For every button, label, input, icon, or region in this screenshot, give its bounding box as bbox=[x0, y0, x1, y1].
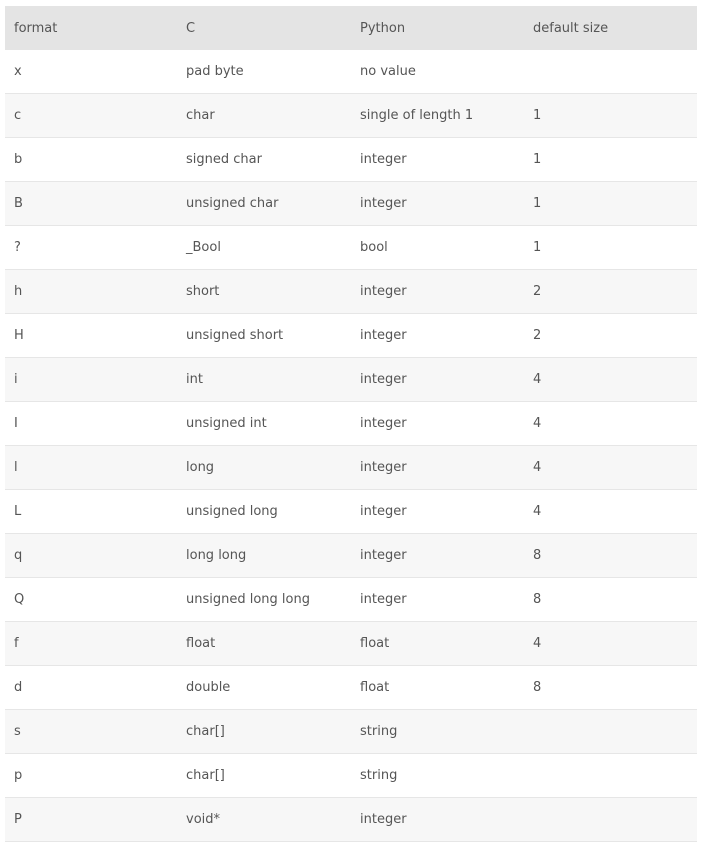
cell-c-type: unsigned short bbox=[186, 328, 284, 343]
table-row bbox=[5, 666, 697, 710]
cell-format: B bbox=[14, 196, 23, 211]
cell-c-type: float bbox=[186, 636, 216, 651]
table-row bbox=[5, 710, 697, 754]
cell-default-size: 8 bbox=[533, 680, 542, 695]
table-row bbox=[5, 358, 697, 402]
cell-default-size: 4 bbox=[533, 416, 542, 431]
cell-c-type: void* bbox=[186, 812, 221, 827]
cell-python-type: integer bbox=[360, 416, 407, 431]
cell-format: L bbox=[14, 504, 22, 519]
cell-python-type: integer bbox=[360, 812, 407, 827]
table-body bbox=[5, 50, 697, 842]
cell-default-size: 4 bbox=[533, 372, 542, 387]
cell-format: b bbox=[14, 152, 23, 167]
cell-c-type: double bbox=[186, 680, 231, 695]
cell-c-type: long bbox=[186, 460, 215, 475]
cell-format: p bbox=[14, 768, 23, 783]
cell-python-type: integer bbox=[360, 548, 407, 563]
cell-python-type: integer bbox=[360, 328, 407, 343]
cell-python-type: integer bbox=[360, 592, 407, 607]
table-row bbox=[5, 578, 697, 622]
cell-c-type: signed char bbox=[186, 152, 262, 167]
cell-default-size: 1 bbox=[533, 240, 542, 255]
cell-c-type: unsigned long bbox=[186, 504, 278, 519]
header-python: Python bbox=[360, 20, 406, 36]
cell-c-type: short bbox=[186, 284, 220, 299]
table-row bbox=[5, 270, 697, 314]
cell-python-type: integer bbox=[360, 372, 407, 387]
cell-c-type: pad byte bbox=[186, 64, 244, 79]
cell-c-type: int bbox=[186, 372, 203, 387]
cell-format: Q bbox=[14, 592, 25, 607]
table-row bbox=[5, 754, 697, 798]
cell-default-size: 1 bbox=[533, 196, 542, 211]
cell-python-type: bool bbox=[360, 240, 388, 255]
cell-c-type: unsigned char bbox=[186, 196, 279, 211]
table-header-row bbox=[5, 6, 697, 50]
cell-format: P bbox=[14, 812, 22, 827]
header-c: C bbox=[186, 20, 196, 36]
cell-python-type: float bbox=[360, 680, 390, 695]
cell-python-type: integer bbox=[360, 460, 407, 475]
cell-c-type: char[] bbox=[186, 768, 225, 783]
cell-python-type: string bbox=[360, 768, 398, 783]
table-row bbox=[5, 798, 697, 842]
cell-default-size: 1 bbox=[533, 152, 542, 167]
format-table bbox=[5, 6, 697, 842]
table-row bbox=[5, 402, 697, 446]
cell-format: l bbox=[14, 460, 18, 475]
table-row bbox=[5, 138, 697, 182]
cell-default-size: 2 bbox=[533, 284, 542, 299]
cell-python-type: integer bbox=[360, 284, 407, 299]
cell-default-size: 8 bbox=[533, 592, 542, 607]
cell-format: d bbox=[14, 680, 23, 695]
cell-default-size: 4 bbox=[533, 636, 542, 651]
table-row bbox=[5, 314, 697, 358]
cell-c-type: _Bool bbox=[186, 240, 221, 255]
table-row bbox=[5, 226, 697, 270]
cell-c-type: unsigned long long bbox=[186, 592, 310, 607]
table-row bbox=[5, 534, 697, 578]
table-row bbox=[5, 50, 697, 94]
cell-python-type: no value bbox=[360, 64, 416, 79]
cell-c-type: char bbox=[186, 108, 215, 123]
cell-python-type: float bbox=[360, 636, 390, 651]
cell-format: I bbox=[14, 416, 18, 431]
cell-c-type: char[] bbox=[186, 724, 225, 739]
cell-default-size: 2 bbox=[533, 328, 542, 343]
table-row bbox=[5, 94, 697, 138]
cell-format: ? bbox=[14, 240, 21, 255]
table-row bbox=[5, 446, 697, 490]
cell-format: H bbox=[14, 328, 24, 343]
cell-format: f bbox=[14, 636, 19, 651]
header-format: format bbox=[14, 20, 58, 36]
cell-python-type: integer bbox=[360, 196, 407, 211]
cell-format: c bbox=[14, 108, 22, 123]
cell-format: q bbox=[14, 548, 23, 563]
header-default-size: default size bbox=[533, 20, 609, 36]
cell-format: s bbox=[14, 724, 21, 739]
cell-default-size: 8 bbox=[533, 548, 542, 563]
cell-default-size: 1 bbox=[533, 108, 542, 123]
cell-default-size: 4 bbox=[533, 460, 542, 475]
table-row bbox=[5, 622, 697, 666]
table-row bbox=[5, 490, 697, 534]
cell-default-size: 4 bbox=[533, 504, 542, 519]
cell-python-type: integer bbox=[360, 504, 407, 519]
cell-format: x bbox=[14, 64, 22, 79]
cell-format: i bbox=[14, 372, 18, 387]
cell-format: h bbox=[14, 284, 23, 299]
cell-c-type: unsigned int bbox=[186, 416, 267, 431]
cell-python-type: string bbox=[360, 724, 398, 739]
cell-c-type: long long bbox=[186, 548, 247, 563]
cell-python-type: single of length 1 bbox=[360, 108, 474, 123]
cell-python-type: integer bbox=[360, 152, 407, 167]
table-row bbox=[5, 182, 697, 226]
